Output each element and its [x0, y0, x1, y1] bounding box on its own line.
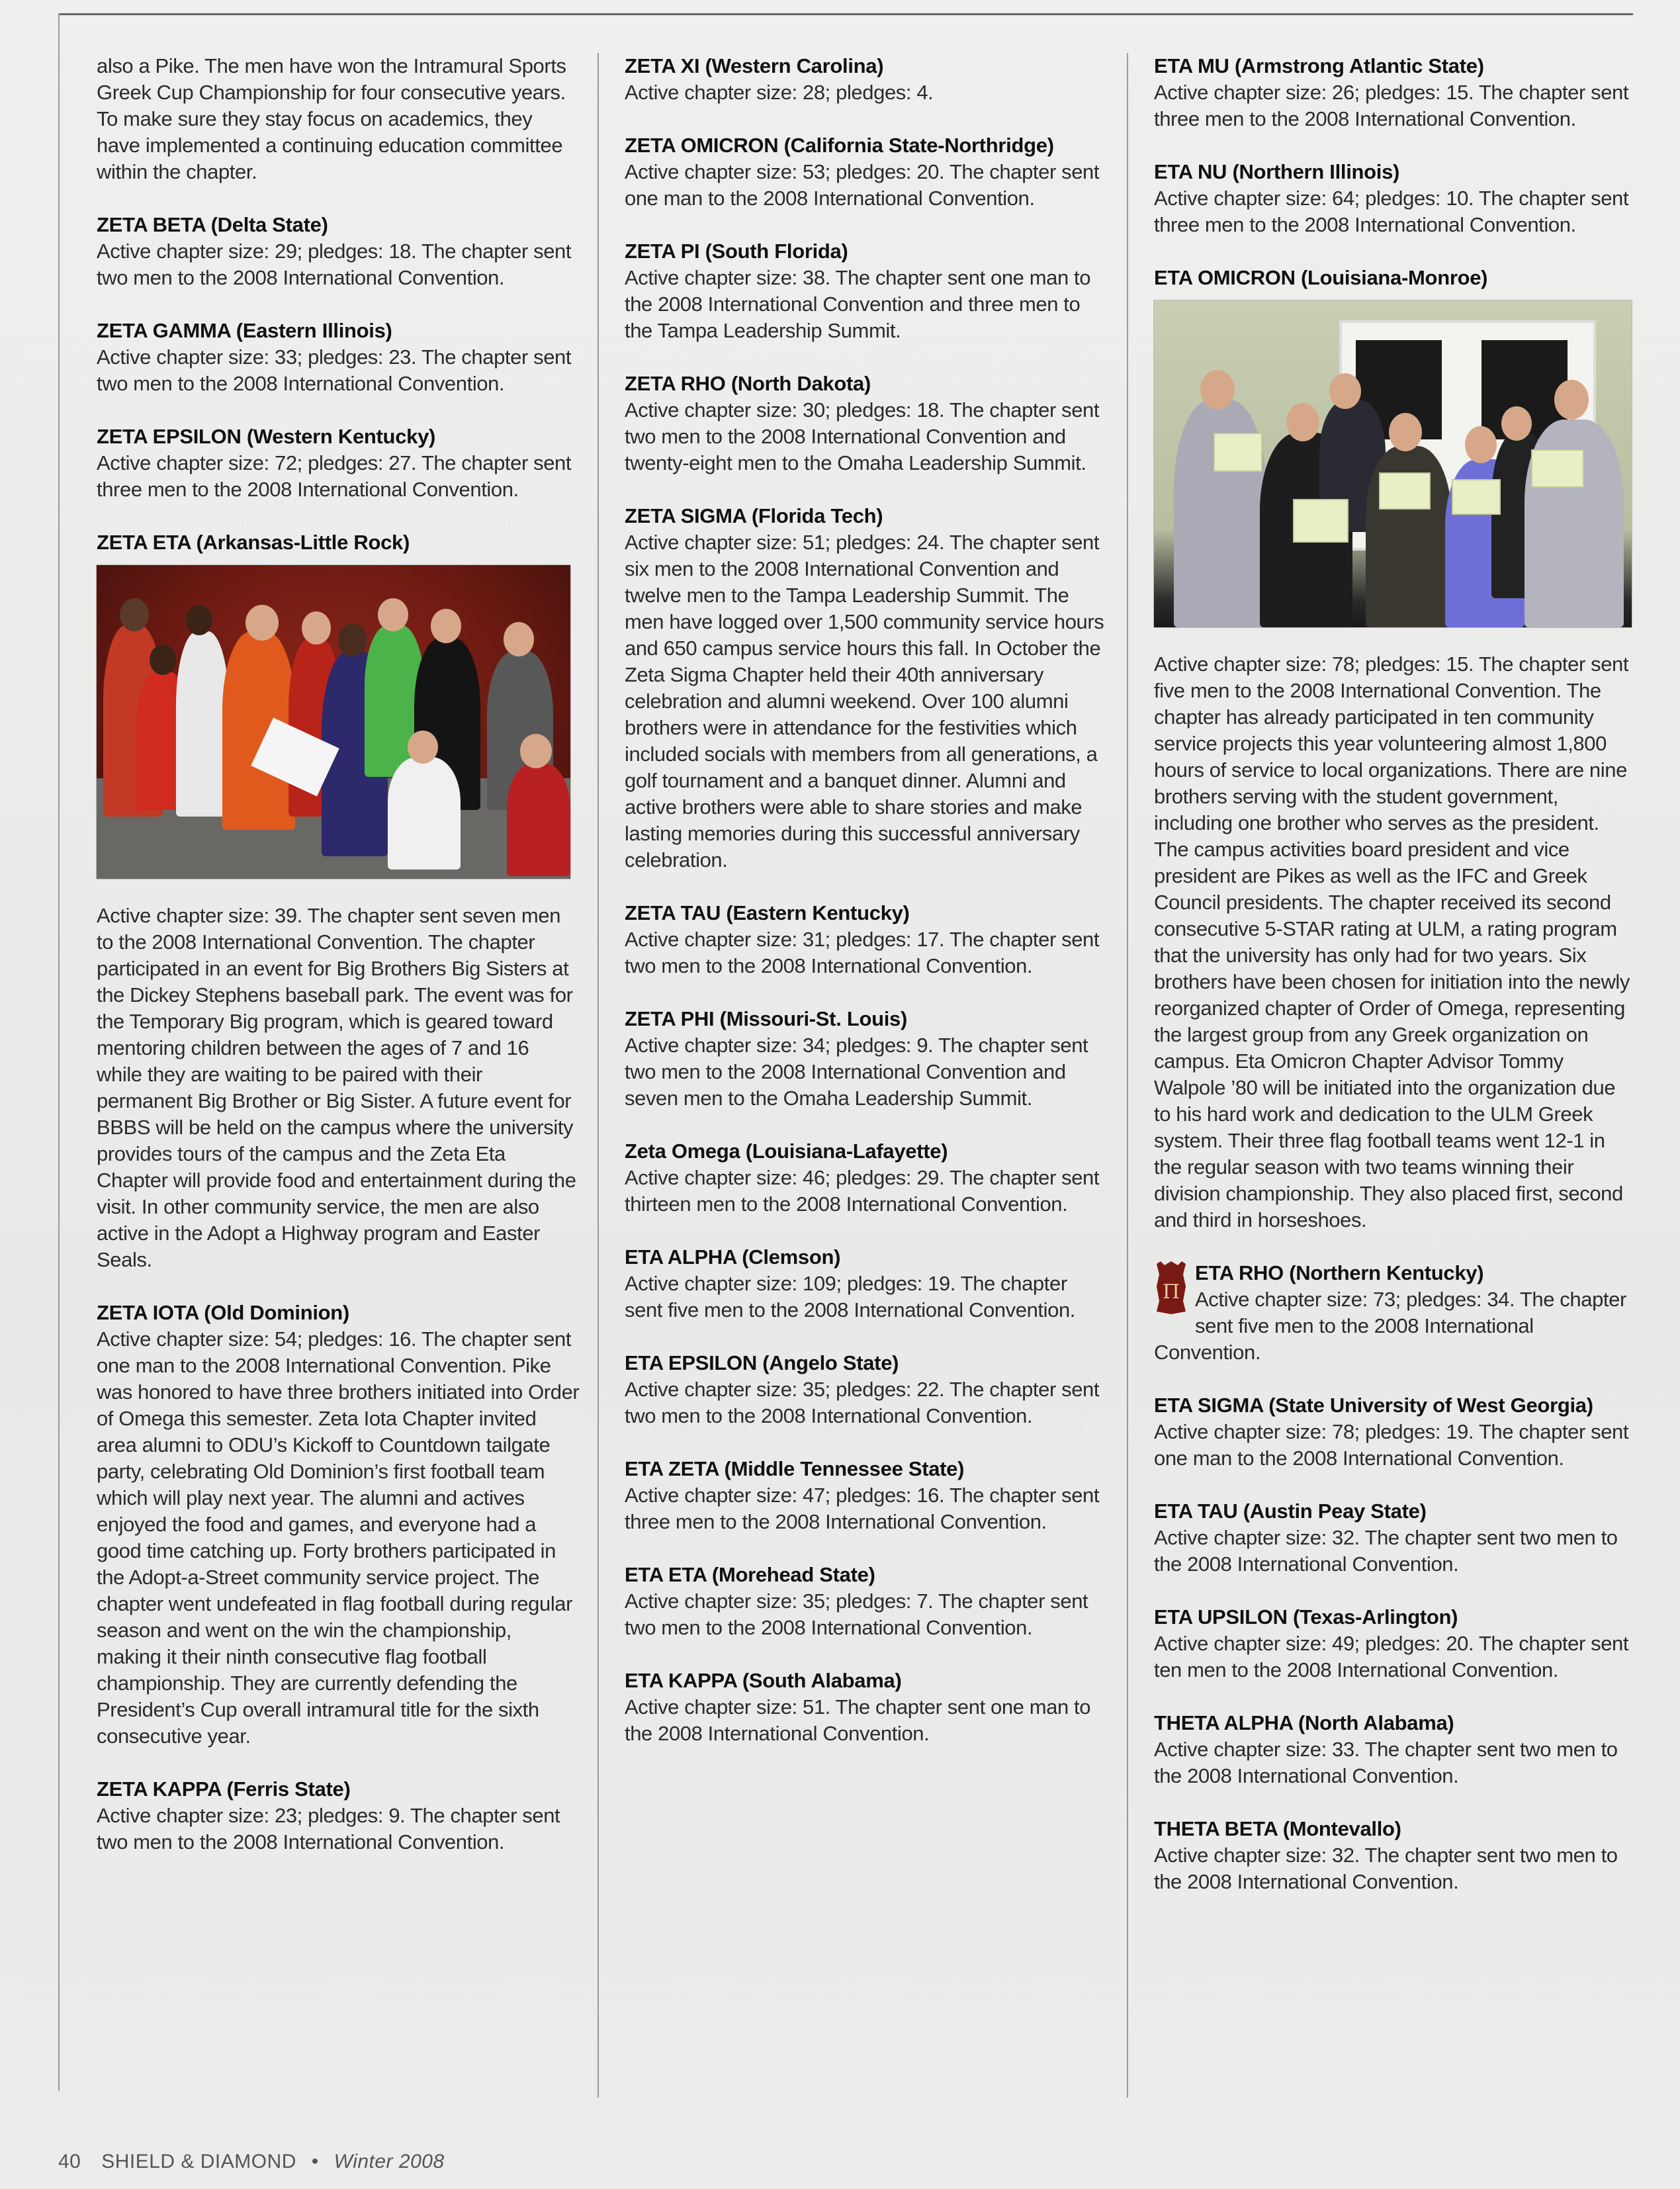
chapter-body: Active chapter size: 47; pledges: 16. The chapter sent three men to the 2008 International Convention. [625, 1484, 1100, 1533]
chapter-entry [1154, 1604, 1637, 1683]
chapter-body: Active chapter size: 32. The chapter sent two men to the 2008 International Convention. [1154, 1526, 1618, 1576]
chapter-title: ETA KAPPA (South Alabama) [625, 1669, 902, 1692]
chapter-entry [625, 1668, 1108, 1747]
chapter-body: Active chapter size: 35; pledges: 22. The chapter sent two men to the 2008 International Convention. [625, 1378, 1100, 1427]
photo-head [1329, 373, 1361, 409]
photo-head [504, 622, 534, 656]
pi-crest-icon [1154, 1260, 1188, 1316]
chapter-entry [1154, 265, 1637, 1233]
photo-head [378, 598, 408, 631]
chapter-body: Active chapter size: 109; pledges: 19. The chapter sent five men to the 2008 International Convention. [625, 1272, 1076, 1321]
chapter-body: Active chapter size: 32. The chapter sent two men to the 2008 International Convention. [1154, 1844, 1618, 1893]
chapter-entry [1154, 53, 1637, 132]
eta-omicron-group-photo [1154, 300, 1632, 627]
photo-person [507, 764, 570, 876]
photo-head [245, 605, 279, 641]
chapter-title: ZETA BETA (Delta State) [97, 213, 328, 236]
photo-head [520, 734, 552, 768]
chapter-title: ZETA RHO (North Dakota) [625, 372, 871, 395]
chapter-body: Active chapter size: 35; pledges: 7. The chapter sent two men to the 2008 International Convention. [625, 1589, 1088, 1639]
chapter-body: Active chapter size: 73; pledges: 34. The chapter sent five men to the 2008 International Convention. [1154, 1288, 1626, 1364]
chapter-title: Zeta Omega (Louisiana-Lafayette) [625, 1139, 948, 1163]
chapter-body: Active chapter size: 23; pledges: 9. The chapter sent two men to the 2008 International Convention. [97, 1804, 560, 1854]
chapter-title: ZETA TAU (Eastern Kentucky) [625, 901, 910, 924]
footer-separator: • [311, 2151, 319, 2172]
chapter-body: Active chapter size: 51; pledges: 24. The chapter sent six men to the 2008 International Convention and twelve men to the Tampa Leadership Summit. The men have logged over 1,500 community service hours and 650 campus service hours this fall. In October the Zeta Sigma Chapter held their 40th anniversary celebration and alumni weekend. Over 100 alumni brothers were in attendance for the festivities which included socials with members from all generations, a golf tournament and a banquet dinner. Alumni and active brothers were able to share stories and make lasting memories during this successful anniversary celebration. [625, 531, 1104, 871]
chapter-title: ETA UPSILON (Texas-Arlington) [1154, 1605, 1458, 1629]
chapter-entry [97, 1300, 580, 1750]
continued-paragraph: also a Pike. The men have won the Intramural Sports Greek Cup Championship for four consecutive years. To make sure they stay focus on academics, they have implemented a continuing education committee within the chapter. [97, 54, 566, 183]
chapter-title: THETA BETA (Montevallo) [1154, 1817, 1401, 1840]
chapter-body: Active chapter size: 38. The chapter sent one man to the 2008 International Convention and three men to the Tampa Leadership Summit. [625, 266, 1091, 342]
column-3 [1154, 53, 1637, 1922]
photo-person [176, 631, 229, 817]
chapter-body: Active chapter size: 78; pledges: 15. The chapter sent five men to the 2008 International Convention. The chapter has already participated in ten community service projects this year volunteering almost 1,800 hours of service to local organizations. There are nine brothers serving with the student government, including one brother who serves as the president. The campus activities board president and vice president are Pikes as well as the IFC and Greek Council presidents. The chapter received its second consecutive 5-STAR rating at ULM, a rating program that the university has only had for two years. Six brothers have been chosen for initiation into the newly reorganized chapter of Order of Omega, representing the largest group from any Greek organization on campus. Eta Omicron Chapter Advisor Tommy Walpole ’80 will be initiated into the organization due to his hard work and dedication to the ULM Greek system. Their three flag football teams went 12-1 in the regular season with two teams winning their division championship. They also placed first, second and third in horseshoes. [1154, 652, 1630, 1231]
chapter-title: ETA SIGMA (State University of West Georgia) [1154, 1394, 1593, 1417]
chapter-title: ZETA EPSILON (Western Kentucky) [97, 425, 436, 448]
chapter-entry [625, 1456, 1108, 1535]
chapter-entry [625, 132, 1108, 212]
page-number: 40 [58, 2151, 81, 2172]
photo-head [1501, 406, 1532, 441]
chapter-entry [625, 1244, 1108, 1323]
page-footer [58, 2151, 445, 2173]
chapter-title: ETA MU (Armstrong Atlantic State) [1154, 54, 1484, 77]
chapter-title: ETA RHO (Northern Kentucky) [1195, 1261, 1484, 1284]
column-rule-middle-1 [597, 53, 599, 2098]
chapter-title: ZETA ETA (Arkansas-Little Rock) [97, 531, 410, 554]
publication-name: SHIELD & DIAMOND [101, 2151, 296, 2172]
photo-certificate [1379, 472, 1431, 510]
top-rule [58, 13, 1633, 15]
chapter-entry [625, 53, 1108, 106]
svg-text:Π: Π [1162, 1280, 1180, 1304]
photo-head [408, 731, 438, 764]
zeta-eta-group-photo [97, 565, 570, 879]
chapter-title: ETA ALPHA (Clemson) [625, 1245, 841, 1269]
photo-head [1554, 380, 1589, 420]
chapter-entry [97, 424, 580, 503]
column-rule-middle-2 [1127, 53, 1128, 2098]
chapter-body: Active chapter size: 31; pledges: 17. The chapter sent two men to the 2008 International Convention. [625, 928, 1100, 977]
chapter-title: ZETA PHI (Missouri-St. Louis) [625, 1007, 908, 1030]
chapter-body: Active chapter size: 26; pledges: 15. The chapter sent three men to the 2008 International Convention. [1154, 81, 1629, 130]
chapter-entry [1154, 1498, 1637, 1578]
chapter-entry [97, 529, 580, 1273]
chapter-entry [625, 1006, 1108, 1112]
chapter-body: Active chapter size: 64; pledges: 10. The chapter sent three men to the 2008 International Convention. [1154, 187, 1629, 236]
chapter-entry [1154, 159, 1637, 238]
chapter-body: Active chapter size: 53; pledges: 20. The chapter sent one man to the 2008 International Convention. [625, 160, 1100, 210]
chapter-entry [1154, 1260, 1637, 1366]
chapter-title: ZETA PI (South Florida) [625, 240, 848, 263]
photo-head [1465, 426, 1497, 463]
chapter-title: ZETA KAPPA (Ferris State) [97, 1777, 351, 1801]
chapter-body: Active chapter size: 78; pledges: 19. The chapter sent one man to the 2008 International Convention. [1154, 1420, 1629, 1470]
chapter-title: ETA OMICRON (Louisiana-Monroe) [1154, 266, 1488, 289]
chapter-body: Active chapter size: 39. The chapter sent seven men to the 2008 International Convention. The chapter participated in an event for Big Brothers Big Sisters at the Dickey Stephens baseball park. The event was for the Temporary Big program, which is geared toward mentoring children between the ages of 7 and 16 while they are waiting to be paired with their permanent Big Brother or Big Sister. A future event for BBBS will be held on the campus where the university provides tours of the campus and the Zeta Eta Chapter will provide food and entertainment during the visit. In other community service, the men are also active in the Adopt a Highway program and Easter Seals. [97, 904, 576, 1271]
chapter-title: ZETA XI (Western Carolina) [625, 54, 884, 77]
chapter-body: Active chapter size: 46; pledges: 29. The chapter sent thirteen men to the 2008 International Convention. [625, 1166, 1100, 1216]
chapter-title: ETA NU (Northern Illinois) [1154, 160, 1400, 183]
chapter-entry [625, 900, 1108, 979]
chapter-title: THETA ALPHA (North Alabama) [1154, 1711, 1454, 1734]
photo-head [1286, 403, 1319, 441]
chapter-body: Active chapter size: 34; pledges: 9. The chapter sent two men to the 2008 International Convention and seven men to the Omaha Leadership Summit. [625, 1034, 1088, 1110]
chapter-body: Active chapter size: 30; pledges: 18. The chapter sent two men to the 2008 International Convention and twenty-eight men to the Omaha Leadership Summit. [625, 398, 1100, 474]
chapter-title: ZETA GAMMA (Eastern Illinois) [97, 319, 392, 342]
chapter-body: Active chapter size: 28; pledges: 4. [625, 81, 934, 104]
column-1 [97, 53, 580, 1882]
photo-head [302, 611, 331, 645]
chapter-body: Active chapter size: 29; pledges: 18. The chapter sent two men to the 2008 International Convention. [97, 240, 572, 289]
photo-head [1200, 370, 1235, 410]
chapter-body: Active chapter size: 54; pledges: 16. The chapter sent one man to the 2008 International Convention. Pike was honored to have three brothers initiated into Order of Omega this semester. Zeta Iota Chapter invited area alumni to ODU’s Kickoff to Countdown tailgate party, celebrating Old Dominion’s first football team which will play next year. The alumni and actives enjoyed the food and games, and everyone had a good time catching up. Forty brothers participated in the Adopt-a-Street community service project. The chapter went undefeated in flag football during regular season and went on the win the championship, making it their ninth consecutive flag football championship. They are currently defending the President’s Cup overall intramural title for the sixth consecutive year. [97, 1327, 580, 1748]
photo-head [431, 609, 461, 643]
chapter-entry [625, 1138, 1108, 1218]
column-2 [625, 53, 1108, 1773]
photo-head [150, 645, 176, 675]
chapter-entry [625, 1562, 1108, 1641]
photo-certificate [1452, 479, 1501, 515]
chapter-body: Active chapter size: 49; pledges: 20. The chapter sent ten men to the 2008 International Convention. [1154, 1632, 1629, 1681]
chapter-entry [625, 371, 1108, 476]
chapter-entry [625, 503, 1108, 873]
chapter-entry [625, 238, 1108, 344]
chapter-body: Active chapter size: 72; pledges: 27. The chapter sent three men to the 2008 International Convention. [97, 451, 572, 501]
chapter-title: ETA ZETA (Middle Tennessee State) [625, 1457, 965, 1480]
photo-head [338, 623, 367, 656]
chapter-title: ZETA OMICRON (California State-Northridge) [625, 134, 1054, 157]
issue-label: Winter 2008 [333, 2151, 445, 2172]
chapter-entry [1154, 1816, 1637, 1895]
chapter-title: ETA ETA (Morehead State) [625, 1563, 875, 1586]
chapter-entry [97, 212, 580, 291]
photo-certificate [1293, 499, 1348, 543]
chapter-title: ETA EPSILON (Angelo State) [625, 1351, 899, 1374]
chapter-body: Active chapter size: 33; pledges: 23. The chapter sent two men to the 2008 International Convention. [97, 345, 572, 395]
column-rule-left [58, 13, 60, 2091]
chapter-entry [1154, 1710, 1637, 1789]
chapter-entry [625, 1350, 1108, 1429]
photo-head [186, 605, 212, 635]
pi-crest-icon-shape [1154, 1260, 1188, 1316]
photo-head [120, 598, 149, 631]
photo-certificate [1531, 449, 1584, 488]
chapter-entry [97, 318, 580, 397]
photo-head [1389, 413, 1422, 451]
chapter-entry [97, 1776, 580, 1855]
photo-person [388, 757, 461, 870]
chapter-title: ZETA IOTA (Old Dominion) [97, 1301, 349, 1324]
chapter-title: ETA TAU (Austin Peay State) [1154, 1499, 1427, 1523]
chapter-body: Active chapter size: 33. The chapter sent two men to the 2008 International Convention. [1154, 1738, 1618, 1787]
chapter-title: ZETA SIGMA (Florida Tech) [625, 504, 883, 527]
photo-certificate [1214, 433, 1262, 472]
chapter-body: Active chapter size: 51. The chapter sent one man to the 2008 International Convention. [625, 1695, 1091, 1745]
chapter-entry [1154, 1392, 1637, 1472]
